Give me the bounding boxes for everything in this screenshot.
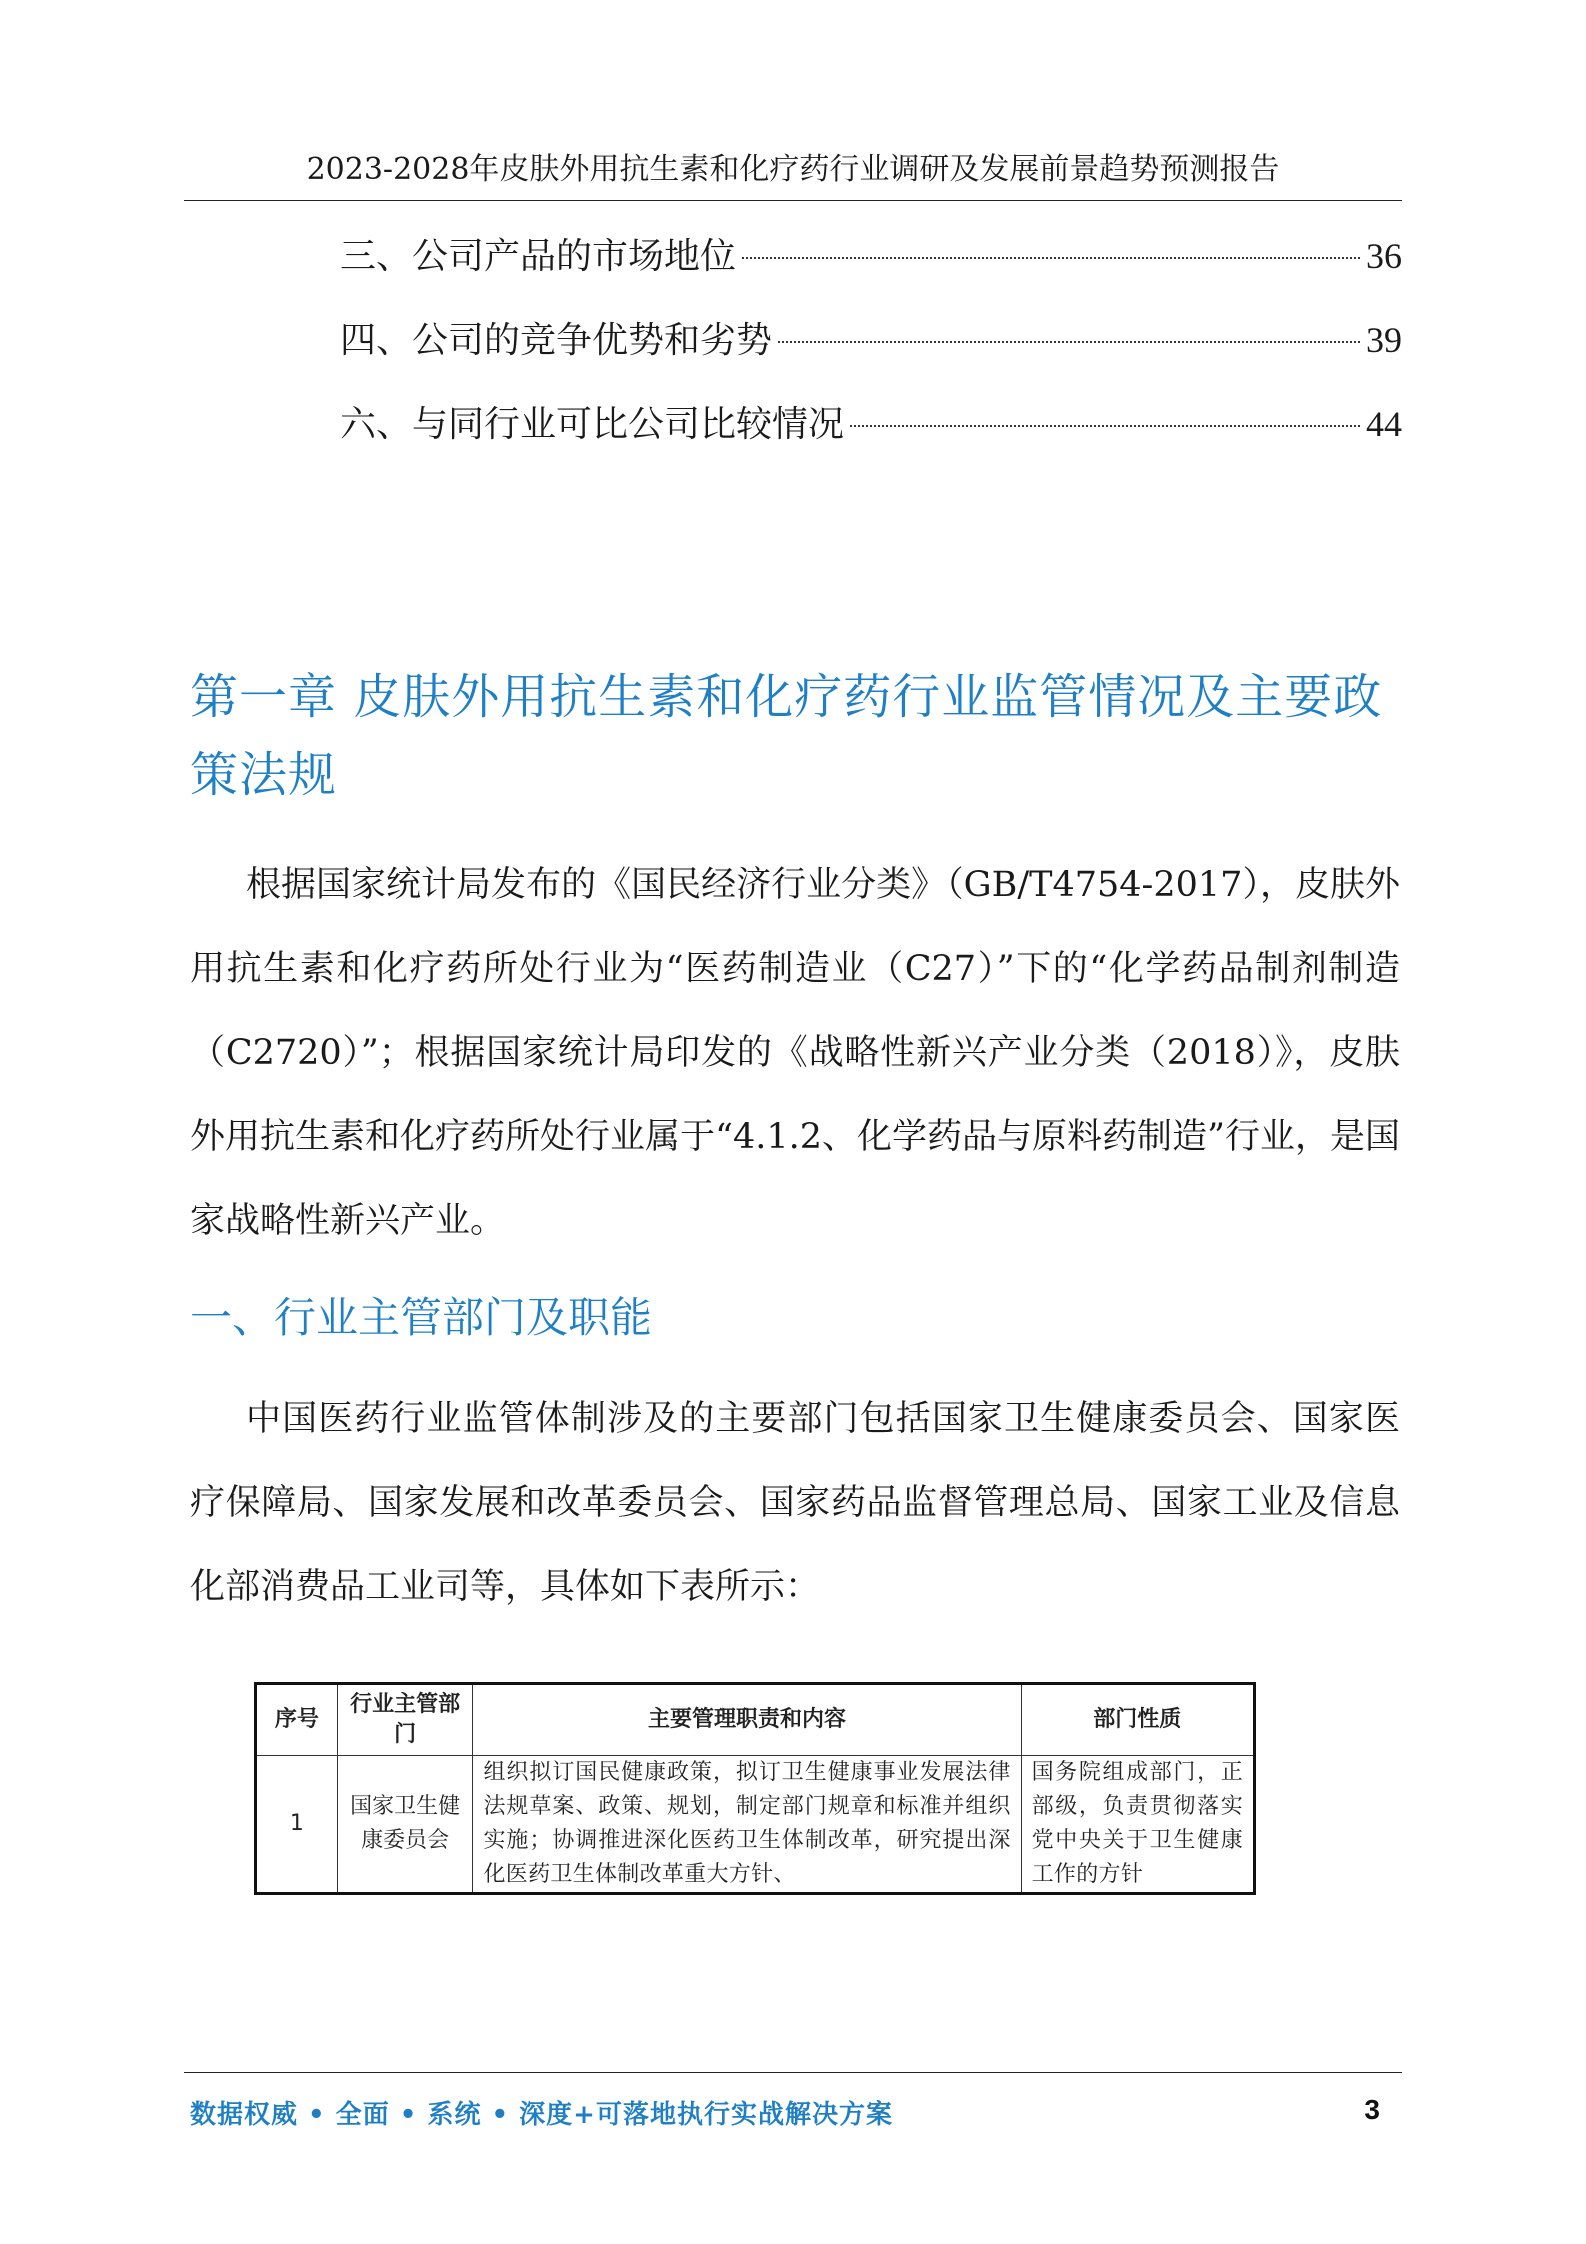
cell-nature: 国务院组成部门，正部级，负责贯彻落实党中央关于卫生健康工作的方针 [1021, 1756, 1254, 1894]
toc-entry-page: 36 [1366, 236, 1402, 276]
body-paragraph: 中国医药行业监管体制涉及的主要部门包括国家卫生健康委员会、国家医疗保障局、国家发展和改革委员会、国家药品监督管理总局、国家工业及信息化部消费品工业司等，具体如下表所示： [190, 1399, 1400, 1607]
body-paragraph: 根据国家统计局发布的《国民经济行业分类》（GB/T4754-2017），皮肤外用抗生素和化疗药所处行业为“医药制造业（C27）”下的“化学药品制剂制造（C2720）”；根据国家统计局印发的《战略性新兴产业分类（2018）》，皮肤外用抗生素和化疗药所处行业属于“4.1.2、化学药品与原料药制造”行业，是国家战略性新兴产业。 [190, 865, 1400, 1241]
cell-dept: 国家卫生健康委员会 [337, 1756, 473, 1894]
toc-entry-page: 39 [1366, 320, 1402, 360]
section-heading: 一、行业主管部门及职能 [190, 1293, 653, 1342]
chapter-title: 第一章 皮肤外用抗生素和化疗药行业监管情况及主要政策法规 [190, 669, 1383, 803]
toc-entry-label: 三、公司产品的市场地位 [340, 236, 737, 277]
toc-dot-leader [778, 341, 1360, 343]
toc-entry[interactable] [340, 232, 1402, 280]
report-header-title: 2023-2028年皮肤外用抗生素和化疗药行业调研及发展前景趋势预测报告 [306, 152, 1280, 187]
toc-dot-leader [850, 425, 1360, 427]
cell-no: 1 [256, 1756, 338, 1894]
footer-slogan: 数据权威 • 全面 • 系统 • 深度+可落地执行实战解决方案 [190, 2100, 893, 2130]
toc-entry-label: 六、与同行业可比公司比较情况 [340, 404, 845, 445]
toc-entry[interactable] [340, 316, 1402, 364]
footer-divider [184, 2072, 1402, 2073]
page-number: 3 [1364, 2094, 1380, 2125]
toc-entry-page: 44 [1366, 404, 1402, 444]
table-header-row [256, 1684, 1255, 1756]
table-row [256, 1756, 1255, 1894]
regulatory-departments-table [254, 1682, 1256, 1895]
cell-resp: 组织拟订国民健康政策，拟订卫生健康事业发展法律法规草案、政策、规划，制定部门规章和标准并组织实施；协调推进深化医药卫生体制改革，研究提出深化医药卫生体制改革重大方针、 [473, 1756, 1021, 1894]
header-dept: 行业主管部门 [337, 1684, 473, 1756]
header-no: 序号 [256, 1684, 338, 1756]
header-divider [184, 200, 1402, 201]
toc-entry-label: 四、公司的竞争优势和劣势 [340, 320, 773, 361]
header-resp: 主要管理职责和内容 [473, 1684, 1021, 1756]
header-nature: 部门性质 [1021, 1684, 1254, 1756]
toc-entry[interactable] [340, 400, 1402, 448]
toc-dot-leader [742, 257, 1360, 259]
